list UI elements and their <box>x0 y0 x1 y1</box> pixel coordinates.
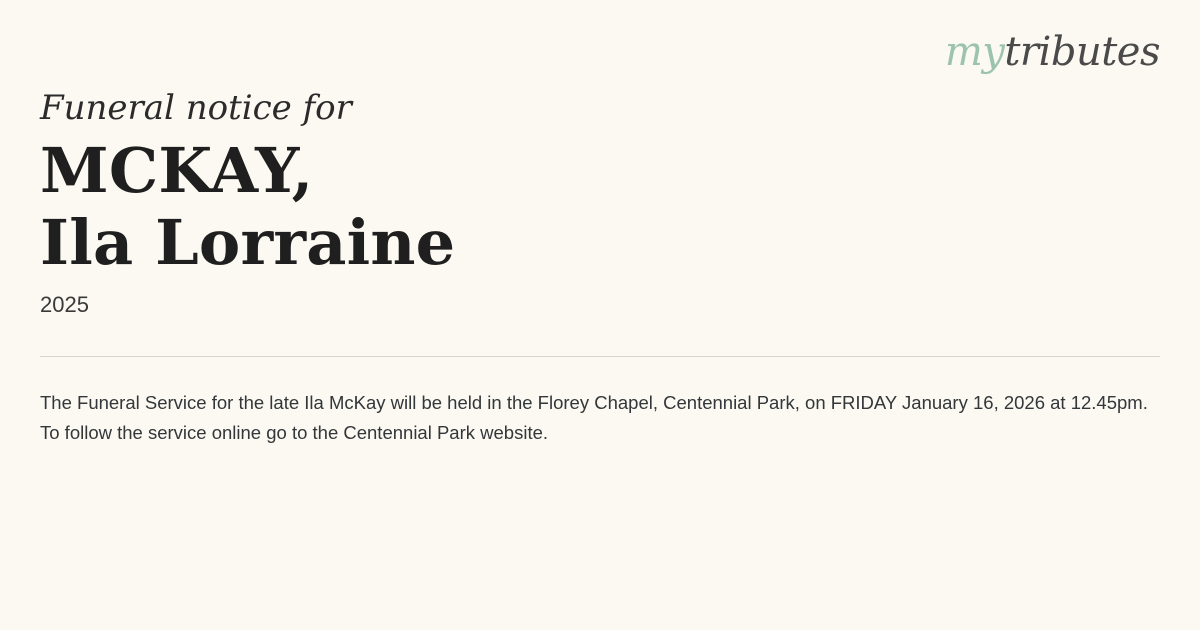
mytributes-logo[interactable] <box>944 29 1160 75</box>
notice-eyebrow: Funeral notice for <box>40 88 352 128</box>
section-divider <box>40 356 1160 357</box>
notice-year: 2025 <box>40 292 89 317</box>
notice-paragraph-1: The Funeral Service for the late Ila McKay will be held in the Florey Chapel, Centennial Park, on FRIDAY January 16, 2026 at 12.45pm. <box>40 392 1148 413</box>
deceased-surname: MCKAY, <box>40 134 314 207</box>
logo-text-tributes: tributes <box>1004 29 1160 75</box>
logo-text-my: my <box>944 29 1005 75</box>
page-title <box>40 135 455 279</box>
notice-paragraph-2: To follow the service online go to the Centennial Park website. <box>40 422 549 443</box>
deceased-given-names: Ila Lorraine <box>40 205 456 279</box>
notice-body <box>40 388 1150 448</box>
